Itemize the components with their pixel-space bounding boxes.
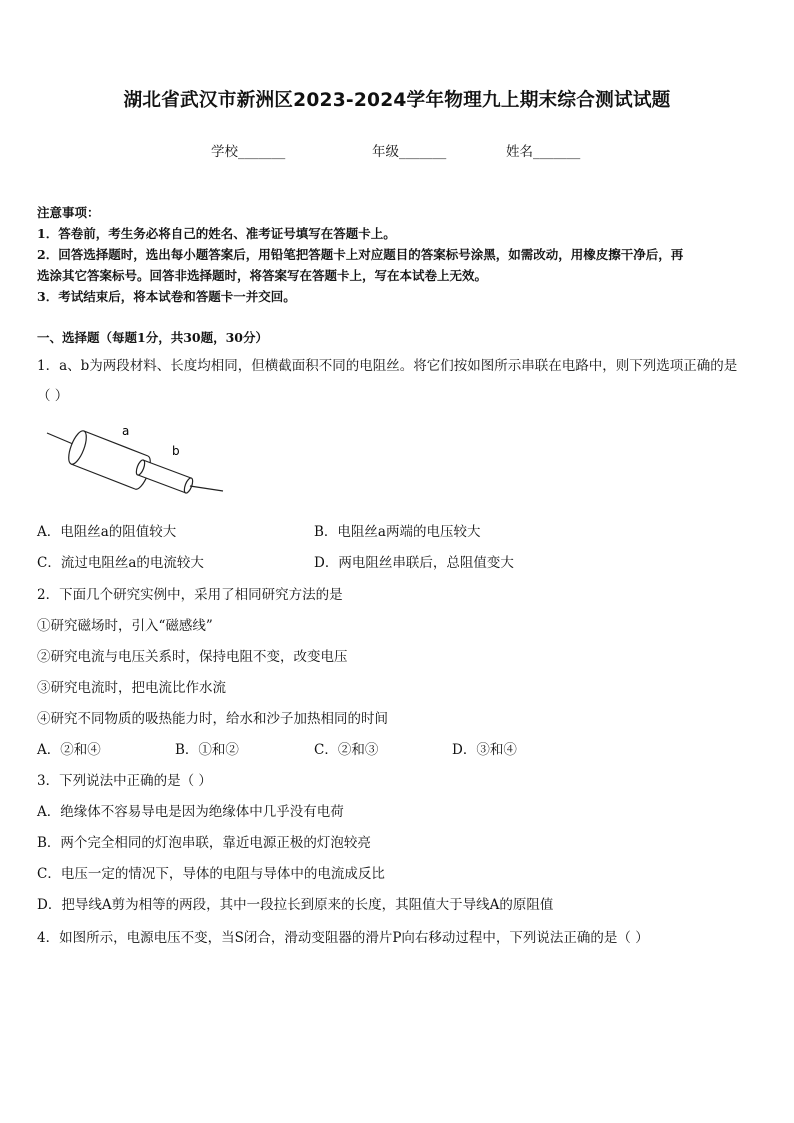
question-2-item: ①研究磁场时，引入“磁感线” <box>37 618 213 634</box>
question-2-stem: 2．下面几个研究实例中，采用了相同研究方法的是 <box>37 587 343 603</box>
option-c: C．流过电阻丝a的电流较大 <box>37 555 204 571</box>
question-2-item: ②研究电流与电压关系时，保持电阻不变，改变电压 <box>37 649 348 665</box>
note-item: 2．回答选择题时，选出每小题答案后，用铅笔把答题卡上对应题目的答案标号涂黑，如需改动，用橡皮擦干净后，再 <box>37 247 684 262</box>
name-field-label: 姓名_______ <box>506 144 581 160</box>
question-1-stem: 1．a、b为两段材料、长度均相同，但横截面积不同的电阻丝。将它们按如图所示串联在电路中，则下列选项正确的是 <box>37 358 738 374</box>
resistor-wires-figure <box>40 415 230 500</box>
question-3-stem: 3．下列说法中正确的是（ ） <box>37 773 212 789</box>
note-item: 选涂其它答案标号。回答非选择题时，将答案写在答题卡上，写在本试卷上无效。 <box>37 268 488 283</box>
option-b: B．①和② <box>175 742 239 758</box>
option-a: A．电阻丝a的阻值较大 <box>37 524 177 540</box>
option-a: A．绝缘体不容易导电是因为绝缘体中几乎没有电荷 <box>37 804 344 820</box>
section-heading: 一、选择题（每题1分，共30题，30分） <box>37 330 268 345</box>
figure-label-b: b <box>172 444 180 458</box>
school-field-label: 学校_______ <box>211 144 286 160</box>
page-title: 湖北省武汉市新洲区2023-2024学年物理九上期末综合测试试题 <box>123 90 671 111</box>
option-d: D．把导线A剪为相等的两段，其中一段拉长到原来的长度，其阻值大于导线A的原阻值 <box>37 897 554 913</box>
option-d: D．两电阻丝串联后，总阻值变大 <box>314 555 514 571</box>
question-2-item: ④研究不同物质的吸热能力时，给水和沙子加热相同的时间 <box>37 711 388 727</box>
notes-heading: 注意事项： <box>37 205 100 220</box>
option-c: C．电压一定的情况下，导体的电阻与导体中的电流成反比 <box>37 866 385 882</box>
option-a: A．②和④ <box>37 742 101 758</box>
grade-field-label: 年级_______ <box>372 144 447 160</box>
option-d: D．③和④ <box>452 742 517 758</box>
question-1-stem-paren: （ ） <box>37 388 69 404</box>
question-2-item: ③研究电流时，把电流比作水流 <box>37 680 226 696</box>
option-b: B．两个完全相同的灯泡串联，靠近电源正极的灯泡较亮 <box>37 835 371 851</box>
question-4-stem: 4．如图所示，电源电压不变，当S闭合，滑动变阻器的滑片P向右移动过程中，下列说法正确的是（ ） <box>37 930 649 946</box>
option-b: B．电阻丝a两端的电压较大 <box>314 524 481 540</box>
note-item: 1．答卷前，考生务必将自己的姓名、准考证号填写在答题卡上。 <box>37 226 396 241</box>
option-c: C．②和③ <box>314 742 379 758</box>
figure-label-a: a <box>122 424 130 438</box>
note-item: 3．考试结束后，将本试卷和答题卡一并交回。 <box>37 289 296 304</box>
right-lead-wire <box>190 486 223 491</box>
